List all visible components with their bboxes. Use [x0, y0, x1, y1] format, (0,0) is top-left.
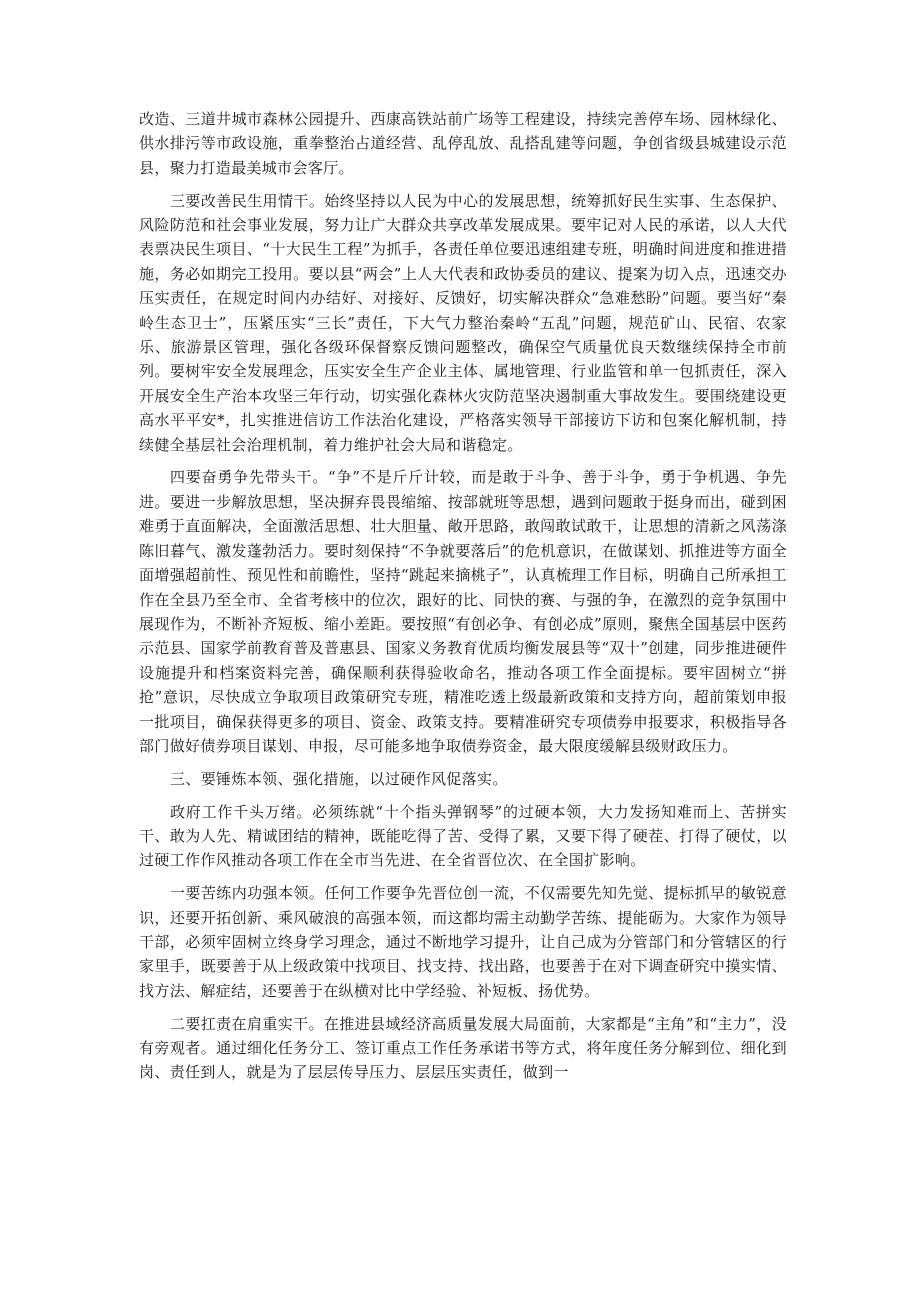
section-heading-three: 三、要锤炼本领、强化措施，以过硬作风促落实。	[170, 769, 508, 788]
paragraph-strive-first: 四要奋勇争先带头干。“争”不是斤斤计较，而是敢于斗争、善于斗争，勇于争机遇、争先进。要进一步解放思想，坚决摒弃畏畏缩缩、按部就班等思想，遇到问题敢于挺身而出，碰到困难勇于直面解决，全面激活思想、壮大胆量、敞开思路，敢闯敢试敢干，让思想的清新之风荡涤陈旧暮气、激发蓬勃活力。要时刻保持“不争就要落后”的危机意识，在做谋划、抓推进等方面全面增强超前性、预见性和前瞻性，坚持“跳起来摘桃子”，认真梳理工作目标，明确自己所承担工作在全县乃至全市、全省考核中的位次，跟好的比、同快的赛、与强的争，在激烈的竞争氛围中展现作为，不断补齐短板、缩小差距。要按照“有创必争、有创必成”原则，聚焦全国基层中医药示范县、国家学前教育普及普惠县、国家义务教育优质均衡发展县等“双十”创建，同步推进硬件设施提升和档案资料完善，确保顺利获得验收命名，推动各项工作全面提标。要牢固树立“拼抢”意识，尽快成立争取项目政策研究专班，精准吃透上级最新政策和支持方向，超前策划申报一批项目，确保获得更多的项目、资金、政策支持。要精准研究专项债券申报要求，积极指导各部门做好债券项目谋划、申报，尽可能多地争取债券资金，最大限度缓解县级财政压力。	[139, 468, 787, 755]
paragraph-responsibility: 二要扛责在肩重实干。在推进县域经济高质量发展大局面前，大家都是“主角”和“主力”，没有旁观者。通过细化任务分工、签订重点工作任务承诺书等方式，将年度任务分解到位、细化到岗、责任到人，就是为了层层传导压力、层层压实责任，做到一	[139, 1014, 787, 1082]
paragraph-skills: 一要苦练内功强本领。任何工作要争先晋位创一流，不仅需要先知先觉、提标抓早的敏锐意识，还要开拓创新、乘风破浪的高强本领，而这都均需主动勤学苦练、提能砺为。大家作为领导干部，必须牢固树立终身学习理念，通过不断地学习提升，让自己成为分管部门和分管辖区的行家里手，既要善于从上级政策中找项目、找支持、找出路，也要善于在对下调查研究中摸实情、找方法、解症结，还要善于在纵横对比中学经验、补短板、扬优势。	[139, 884, 787, 1000]
paragraph-continuation: 改造、三道井城市森林公园提升、西康高铁站前广场等工程建设，持续完善停车场、园林绿化、供水排污等市政设施，重拳整治占道经营、乱停乱放、乱搭乱建等问题，争创省级县城建设示范县，聚力打造最美城市会客厅。	[139, 110, 787, 177]
paragraph-government-work: 政府工作千头万绪。必须练就“十个指头弹钢琴”的过硬本领，大力发扬知难而上、苦拼实干、敢为人先、精诚团结的精神，既能吃得了苦、受得了累，又要下得了硬茬、打得了硬仗，以过硬工作作风推动各项工作在全市当先进、在全省晋位次、在全国扩影响。	[139, 802, 787, 870]
paragraph-livelihood: 三要改善民生用情干。始终坚持以人民为中心的发展思想，统筹抓好民生实事、生态保护、风险防范和社会事业发展，努力让广大群众共享改革发展成果。要牢记对人民的承诺，以人大代表票决民生项目、“十大民生工程”为抓手，各责任单位要迅速组建专班，明确时间进度和推进措施，务必如期完工投用。要以县“两会”上人大代表和政协委员的建议、提案为切入点，迅速交办压实责任，在规定时间内办结好、对接好、反馈好，切实解决群众“急难愁盼”问题。要当好“秦岭生态卫士”，压紧压实“三长”责任，下大气力整治秦岭“五乱”问题，规范矿山、民宿、农家乐、旅游景区管理，强化各级环保督察反馈问题整改，确保空气质量优良天数继续保持全市前列。要树牢安全发展理念，压实安全生产企业主体、属地管理、行业监管和单一包抓责任，深入开展安全生产治本攻坚三年行动，切实强化森林火灾防范坚决遏制重大事故发生。要围绕建设更高水平平安*，扎实推进信访工作法治化建设，严格落实领导干部接访下访和包案化解机制，持续健全基层社会治理机制，着力维护社会大局和谐稳定。	[139, 191, 787, 454]
document-page	[139, 107, 787, 1093]
